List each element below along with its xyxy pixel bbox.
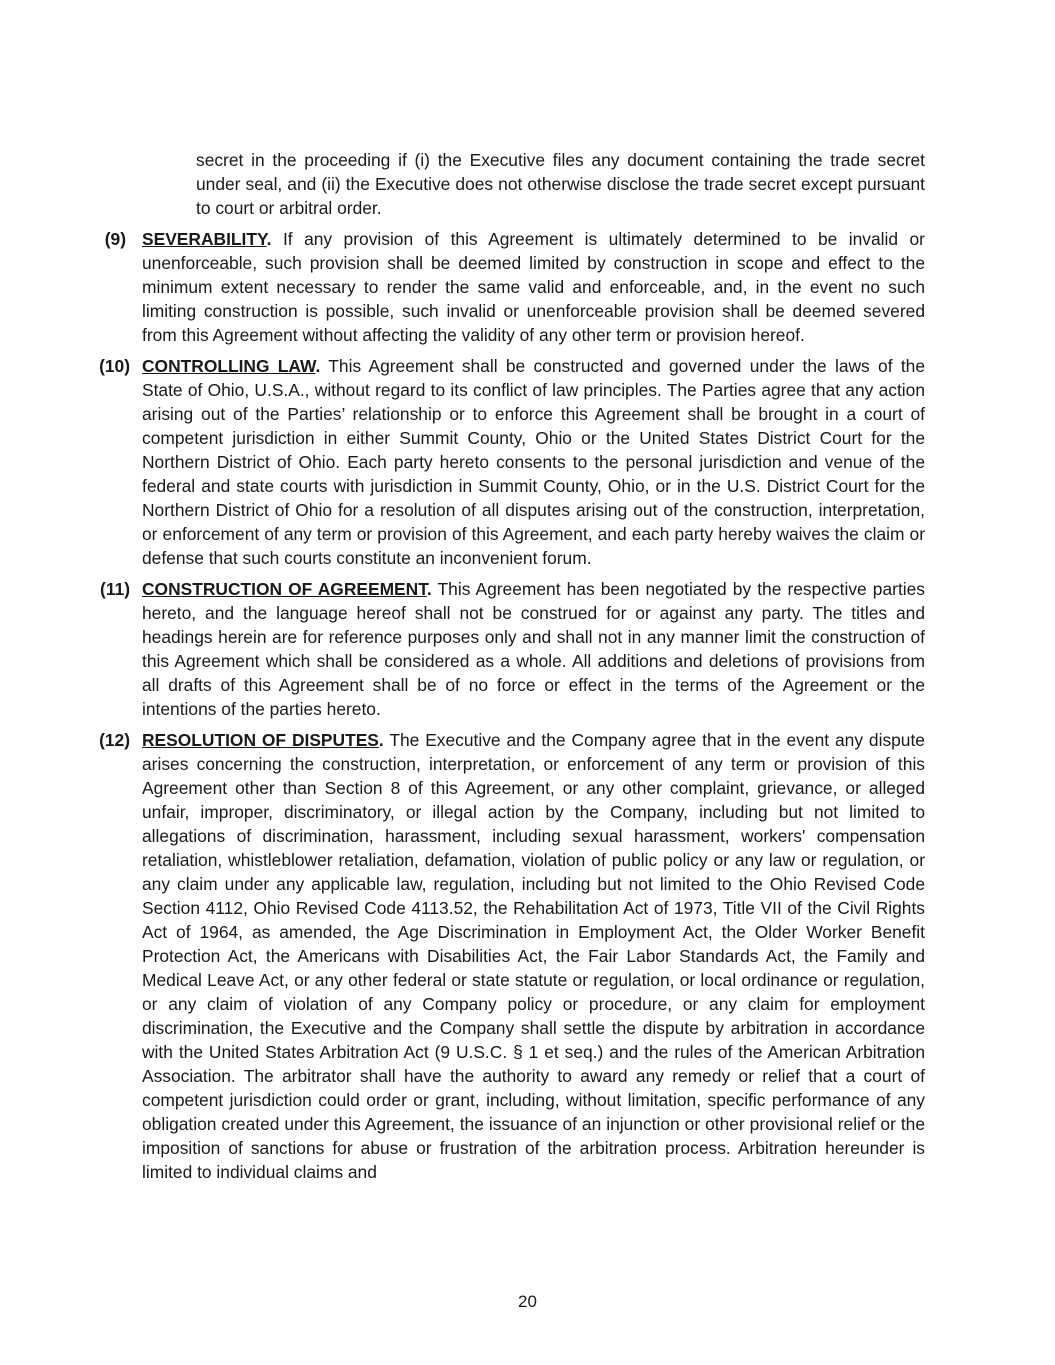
section-body: This Agreement has been negotiated by the respective parties hereto, and the language hereof shall not be construed for or against any party. The titles and headings herein are for reference purposes only and shall not in any manner limit the construction of this Agreement which shall be considered as a whole. All additions and deletions of provisions from all drafts of this Agreement shall be of no force or effect in the terms of the Agreement or the intentions of the parties hereto.: [142, 579, 926, 719]
continuation-paragraph: secret in the proceeding if (i) the Executive files any document containing the trade secret under seal, and (ii) the Executive does not otherwise disclose the trade secret except pursuant to court or arbitral order.: [196, 150, 925, 218]
section-number: (9): [104, 229, 126, 249]
section-number: (11): [100, 579, 130, 599]
section-resolution-of-disputes: [99, 728, 925, 1184]
section-title-period: .: [266, 229, 272, 249]
section-title-period: .: [426, 579, 432, 599]
section-title: RESOLUTION OF DISPUTES: [142, 730, 379, 750]
section-title: CONTROLLING LAW: [142, 356, 316, 376]
section-severability: [104, 227, 925, 347]
section-body: The Executive and the Company agree that in the event any dispute arises concerning the construction, interpretation, or enforcement of any term or provision of this Agreement other than Section 8 of this Agreement, or any other complaint, grievance, or alleged unfair, improper, discriminatory, or illegal action by the Company, including but not limited to allegations of discrimination, harassment, including sexual harassment, workers' compensation retaliation, whistleblower retaliation, defamation, violation of public policy or any law or regulation, or any claim under any applicable law, regulation, including but not limited to the Ohio Revised Code Section 4112, Ohio Revised Code 4113.52, the Rehabilitation Act of 1973, Title VII of the Civil Rights Act of 1964, as amended, the Age Discrimination in Employment Act, the Older Worker Benefit Protection Act, the Americans with Disabilities Act, the Fair Labor Standards Act, the Family and Medical Leave Act, or any other federal or state statute or regulation, or local ordinance or regulation, or any claim of violation of any Company policy or procedure, or any claim for employment discrimination, the Executive and the Company shall settle the dispute by arbitration in accordance with the United States Arbitration Act (9 U.S.C. § 1 et seq.) and the rules of the American Arbitration Association. The arbitrator shall have the authority to award any remedy or relief that a court of competent jurisdiction could order or grant, including, without limitation, specific performance of any obligation created under this Agreement, the issuance of an injunction or other provisional relief or the imposition of sanctions for abuse or frustration of the arbitration process. Arbitration hereunder is limited to individual claims and: [142, 730, 925, 1182]
section-body: If any provision of this Agreement is ultimately determined to be invalid or unenforceable, such provision shall be deemed limited by construction in scope and effect to the minimum extent necessary to render the same valid and enforceable, and, in the event no such limiting construction is possible, such invalid or unenforceable provision shall be deemed severed from this Agreement without affecting the validity of any other term or provision hereof.: [142, 229, 925, 345]
section-title: SEVERABILITY: [142, 229, 267, 249]
section-number: (10): [99, 356, 130, 376]
section-controlling-law: [99, 354, 925, 570]
section-title: CONSTRUCTION OF AGREEMENT: [142, 579, 427, 599]
section-title-period: .: [378, 730, 384, 750]
section-number: (12): [99, 730, 130, 750]
page-number: 20: [518, 1292, 537, 1311]
section-title-period: .: [315, 356, 321, 376]
section-construction-of-agreement: [100, 577, 926, 721]
section-body: This Agreement shall be constructed and governed under the laws of the State of Ohio, U.S.A., without regard to its conflict of law principles. The Parties agree that any action arising out of the Parties’ relationship or to enforce this Agreement shall be brought in a court of competent jurisdiction in either Summit County, Ohio or the United States District Court for the Northern District of Ohio. Each party hereto consents to the personal jurisdiction and venue of the federal and state courts with jurisdiction in Summit County, Ohio, or in the U.S. District Court for the Northern District of Ohio for a resolution of all disputes arising out of the construction, interpretation, or enforcement of any term or provision of this Agreement, and each party hereby waives the claim or defense that such courts constitute an inconvenient forum.: [142, 356, 925, 568]
page-content: [0, 148, 1055, 1191]
